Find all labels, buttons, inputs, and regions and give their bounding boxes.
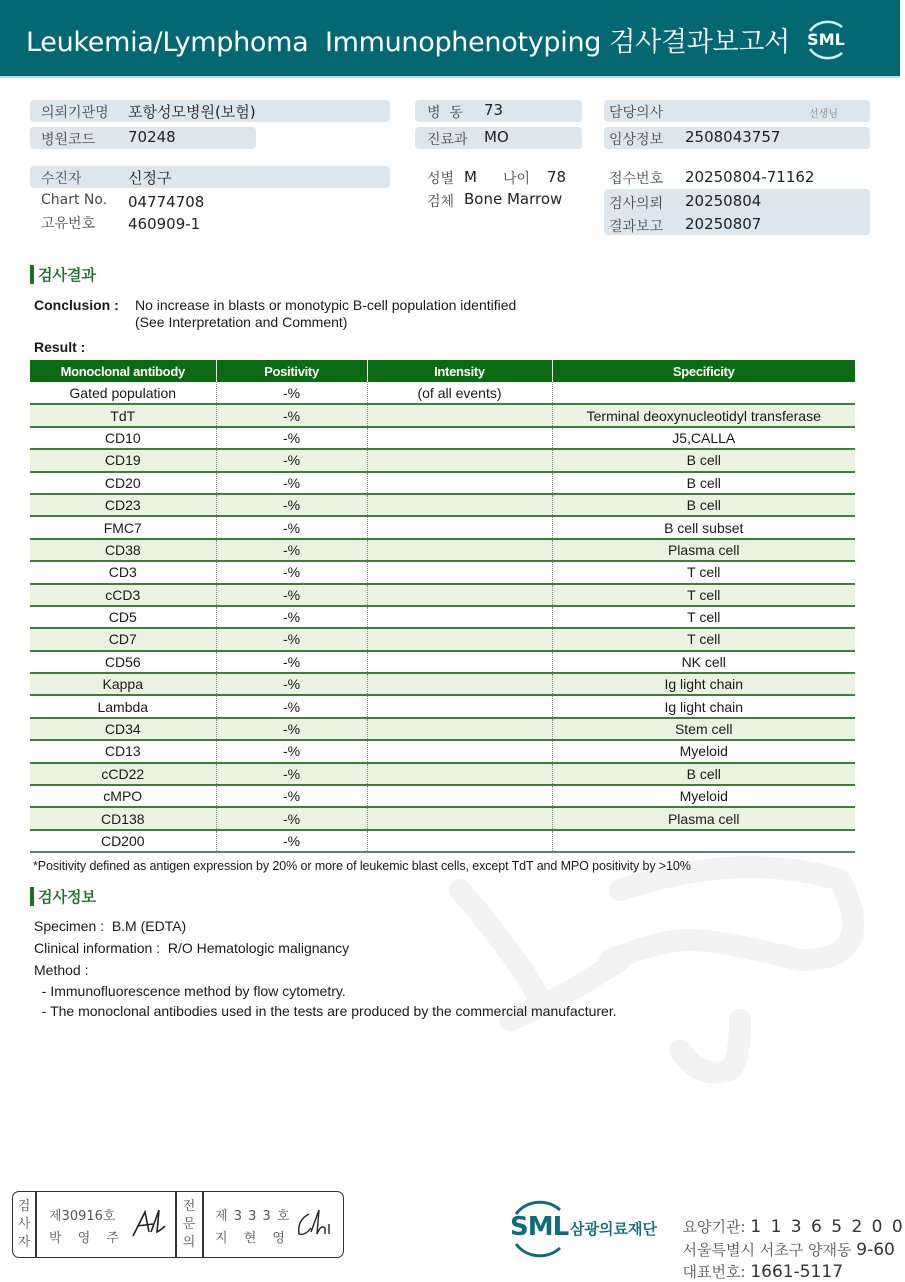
- specificity-cell: T cell: [552, 628, 855, 650]
- positivity-cell: -%: [216, 382, 367, 404]
- specialist-label-char: 문: [182, 1217, 196, 1232]
- report-title: Leukemia/Lymphoma Immunophenotyping 검사결과보고서: [26, 27, 790, 58]
- positivity-cell: -%: [216, 673, 367, 695]
- intensity-cell: [367, 449, 552, 471]
- positivity-cell: -%: [216, 516, 367, 538]
- specificity-cell: J5,CALLA: [552, 427, 855, 449]
- table-row: [30, 516, 855, 538]
- table-row: [30, 718, 855, 740]
- intensity-cell: [367, 695, 552, 717]
- specificity-cell: Terminal deoxynucleotidyl transferase: [552, 404, 855, 426]
- specialist-label-char: 전: [182, 1199, 196, 1214]
- positivity-cell: -%: [216, 606, 367, 628]
- table-row: [30, 539, 855, 561]
- doctor-suffix: 선생님: [809, 109, 838, 120]
- unique-no-value: 460909-1: [128, 215, 201, 233]
- positivity-cell: -%: [216, 740, 367, 762]
- positivity-cell: -%: [216, 427, 367, 449]
- antibody-cell: CD5: [30, 606, 216, 628]
- institution-value: 포항성모병원(보험): [128, 103, 256, 121]
- specificity-cell: Stem cell: [552, 718, 855, 740]
- intensity-cell: [367, 763, 552, 785]
- phone-number: 1661-5117: [750, 1262, 844, 1282]
- specificity-cell: [552, 382, 855, 404]
- conclusion-label: Conclusion :: [34, 297, 119, 313]
- table-row: [30, 763, 855, 785]
- table-row: [30, 472, 855, 494]
- method-label: Method :: [34, 962, 89, 978]
- antibody-cell: CD38: [30, 539, 216, 561]
- ward-value: 73: [484, 101, 504, 119]
- patient-label: 수진자: [41, 171, 82, 187]
- table-row: [30, 785, 855, 807]
- care-institution-number: 1 1 3 6 5 2 0 0: [750, 1217, 905, 1237]
- intensity-cell: [367, 807, 552, 829]
- antibody-cell: CD56: [30, 651, 216, 673]
- specialist-signature: [295, 1206, 335, 1240]
- sml-logo-icon: [800, 13, 852, 65]
- tester-signature: [131, 1206, 171, 1240]
- tester-license: 제30916호: [49, 1209, 116, 1224]
- department-value: MO: [484, 128, 509, 146]
- sex-label: 성별: [427, 171, 455, 187]
- age-value: 78: [547, 168, 567, 186]
- specificity-cell: B cell: [552, 449, 855, 471]
- positivity-cell: -%: [216, 695, 367, 717]
- report-header: [0, 0, 900, 78]
- specificity-cell: Myeloid: [552, 785, 855, 807]
- column-header-intensity: Intensity: [367, 360, 552, 382]
- section-marker: [30, 265, 34, 284]
- request-date-label: 검사의뢰: [609, 196, 664, 212]
- specimen-line: Specimen : B.M (EDTA): [34, 918, 187, 934]
- sex-value: M: [464, 168, 477, 186]
- specificity-cell: T cell: [552, 584, 855, 606]
- specificity-cell: [552, 830, 855, 852]
- table-row: [30, 628, 855, 650]
- specificity-cell: T cell: [552, 561, 855, 583]
- divider: [35, 1192, 37, 1257]
- intensity-cell: [367, 673, 552, 695]
- specificity-cell: NK cell: [552, 651, 855, 673]
- results-table: [30, 360, 855, 853]
- specimen-type-label: 검체: [427, 194, 455, 210]
- antibody-cell: CD13: [30, 740, 216, 762]
- address-label: 서울특별시 서초구 양재동: [682, 1241, 857, 1259]
- clinical-info-value: 2508043757: [685, 128, 781, 146]
- result-label: Result :: [34, 339, 86, 355]
- positivity-cell: -%: [216, 628, 367, 650]
- conclusion-line1: No increase in blasts or monotypic B-cell population identified: [135, 297, 517, 313]
- method-item: - The monoclonal antibodies used in the tests are produced by the commercial manufacturer.: [34, 1003, 617, 1019]
- intensity-cell: [367, 718, 552, 740]
- intensity-cell: [367, 494, 552, 516]
- table-row: [30, 651, 855, 673]
- specificity-cell: B cell: [552, 494, 855, 516]
- chart-no-value: 04774708: [128, 193, 205, 211]
- intensity-cell: [367, 740, 552, 762]
- intensity-cell: [367, 785, 552, 807]
- table-row: [30, 494, 855, 516]
- specificity-cell: T cell: [552, 606, 855, 628]
- hospital-code-value: 70248: [128, 128, 176, 146]
- table-row: [30, 561, 855, 583]
- table-row: [30, 606, 855, 628]
- specimen-type-value: Bone Marrow: [464, 190, 563, 208]
- tester-name: 박 영 주: [49, 1231, 125, 1246]
- tester-label: [14, 1198, 34, 1252]
- receipt-no-label: 접수번호: [609, 171, 664, 187]
- positivity-cell: -%: [216, 404, 367, 426]
- positivity-cell: -%: [216, 785, 367, 807]
- results-section-title: 검사결과: [38, 266, 96, 284]
- section-marker: [30, 887, 34, 906]
- table-row: [30, 695, 855, 717]
- antibody-cell: CD138: [30, 807, 216, 829]
- tester-label-char: 사: [17, 1217, 31, 1232]
- organization-name: 삼광의료재단: [570, 1220, 657, 1238]
- test-info-section-title: 검사정보: [38, 888, 96, 906]
- intensity-cell: [367, 606, 552, 628]
- intensity-cell: [367, 539, 552, 561]
- intensity-cell: [367, 427, 552, 449]
- specificity-cell: Myeloid: [552, 740, 855, 762]
- positivity-cell: -%: [216, 561, 367, 583]
- antibody-cell: cMPO: [30, 785, 216, 807]
- positivity-cell: -%: [216, 807, 367, 829]
- specialist-label: [179, 1198, 199, 1252]
- tester-label-char: 검: [17, 1199, 31, 1214]
- specialist-license: 제 3 3 3 호: [215, 1209, 291, 1224]
- table-row: [30, 382, 855, 404]
- department-label: 진료과: [427, 132, 468, 148]
- positivity-cell: -%: [216, 651, 367, 673]
- intensity-cell: (of all events): [367, 382, 552, 404]
- positivity-cell: -%: [216, 763, 367, 785]
- patient-value: 신정구: [128, 169, 172, 187]
- intensity-cell: [367, 628, 552, 650]
- tester-label-char: 자: [17, 1235, 31, 1250]
- divider: [202, 1192, 204, 1257]
- antibody-cell: CD10: [30, 427, 216, 449]
- svg-text:SML: SML: [807, 30, 845, 49]
- hospital-code-label: 병원코드: [41, 132, 96, 148]
- specialist-label-char: 의: [182, 1235, 196, 1250]
- intensity-cell: [367, 830, 552, 852]
- chart-no-label: Chart No.: [41, 192, 108, 208]
- table-row: [30, 584, 855, 606]
- specificity-cell: Ig light chain: [552, 673, 855, 695]
- doctor-label: 담당의사: [609, 105, 664, 121]
- antibody-cell: Gated population: [30, 382, 216, 404]
- table-row: [30, 740, 855, 762]
- intensity-cell: [367, 472, 552, 494]
- antibody-cell: CD23: [30, 494, 216, 516]
- table-row: [30, 807, 855, 829]
- address-number: 9-60: [856, 1240, 895, 1260]
- intensity-cell: [367, 404, 552, 426]
- unique-no-label: 고유번호: [41, 216, 96, 232]
- receipt-no-value: 20250804-71162: [685, 168, 815, 186]
- method-item: - Immunofluorescence method by flow cytometry.: [34, 983, 346, 999]
- ward-label: 병 동: [427, 105, 463, 121]
- antibody-cell: CD200: [30, 830, 216, 852]
- intensity-cell: [367, 651, 552, 673]
- antibody-cell: CD19: [30, 449, 216, 471]
- age-label: 나이: [503, 171, 531, 187]
- table-header-row: [30, 360, 855, 382]
- specificity-cell: Plasma cell: [552, 539, 855, 561]
- conclusion-line2: (See Interpretation and Comment): [135, 314, 348, 330]
- positivity-cell: -%: [216, 449, 367, 471]
- specificity-cell: B cell: [552, 472, 855, 494]
- phone-line: [673, 1243, 843, 1282]
- table-row: [30, 449, 855, 471]
- patient-row: [30, 166, 390, 188]
- antibody-cell: CD34: [30, 718, 216, 740]
- antibody-cell: CD20: [30, 472, 216, 494]
- specificity-cell: B cell: [552, 763, 855, 785]
- positivity-footnote: *Positivity defined as antigen expression by 20% or more of leukemic blast cells, except TdT and MPO positivity by >10%: [33, 859, 691, 873]
- column-header-antibody: Monoclonal antibody: [30, 360, 216, 382]
- phone-label: 대표번호:: [682, 1263, 751, 1281]
- table-row: [30, 427, 855, 449]
- antibody-cell: CD3: [30, 561, 216, 583]
- sml-footer-logo-text: SML: [510, 1212, 569, 1242]
- positivity-cell: -%: [216, 584, 367, 606]
- intensity-cell: [367, 516, 552, 538]
- divider: [175, 1192, 177, 1257]
- table-row: [30, 830, 855, 852]
- specificity-cell: Plasma cell: [552, 807, 855, 829]
- antibody-cell: FMC7: [30, 516, 216, 538]
- positivity-cell: -%: [216, 830, 367, 852]
- table-row: [30, 673, 855, 695]
- care-institution-label: 요양기관:: [682, 1218, 751, 1236]
- positivity-cell: -%: [216, 472, 367, 494]
- report-date-value: 20250807: [685, 215, 762, 233]
- clinical-information-line: Clinical information : R/O Hematologic malignancy: [34, 940, 350, 956]
- institution-label: 의뢰기관명: [41, 105, 109, 121]
- signature-box: [12, 1191, 344, 1258]
- specificity-cell: Ig light chain: [552, 695, 855, 717]
- antibody-cell: CD7: [30, 628, 216, 650]
- column-header-specificity: Specificity: [552, 360, 855, 382]
- antibody-cell: cCD22: [30, 763, 216, 785]
- specialist-name: 지 현 영: [215, 1231, 291, 1246]
- positivity-cell: -%: [216, 539, 367, 561]
- antibody-cell: Lambda: [30, 695, 216, 717]
- positivity-cell: -%: [216, 718, 367, 740]
- specificity-cell: B cell subset: [552, 516, 855, 538]
- antibody-cell: Kappa: [30, 673, 216, 695]
- report-date-label: 결과보고: [609, 219, 664, 235]
- antibody-cell: cCD3: [30, 584, 216, 606]
- column-header-positivity: Positivity: [216, 360, 367, 382]
- intensity-cell: [367, 561, 552, 583]
- intensity-cell: [367, 584, 552, 606]
- table-row: [30, 404, 855, 426]
- positivity-cell: -%: [216, 494, 367, 516]
- clinical-info-label: 임상정보: [609, 132, 664, 148]
- antibody-cell: TdT: [30, 404, 216, 426]
- request-date-value: 20250804: [685, 192, 762, 210]
